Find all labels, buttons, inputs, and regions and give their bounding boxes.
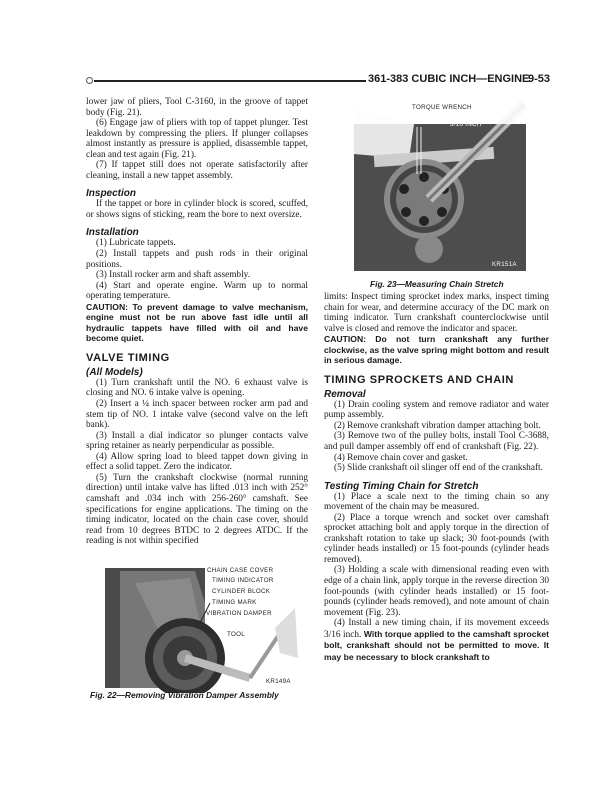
paragraph: (2) Install tappets and push rods in their original positions.: [86, 249, 308, 270]
paragraph: (1) Turn crankshaft until the NO. 6 exhaust valve is closing and NO. 6 intake valve is opening.: [86, 377, 308, 399]
paragraph: (5) Turn the crankshaft clockwise (normal running direction) until intake valve has lifted .013 inch with 252° camshaft and .034 inch with 256-260° camshaft. See specifications for engine applications. The timing on the timing indicator, located on the chain case cover, should read from 10 degrees BTDC to 2 degrees ATDC. If the reading is not within specified: [86, 472, 308, 547]
paragraph: (1) Place a scale next to the timing chain so any movement of the chain may be measured.: [324, 491, 549, 513]
paragraph: If the tappet or bore in cylinder block is scored, scuffed, or shows signs of sticking, ream the bore to next oversize.: [86, 199, 308, 220]
label-timing-mark: TIMING MARK: [212, 599, 257, 606]
label-3-16-inch: 3/16 INCH: [450, 121, 482, 128]
caution-note: CAUTION: To prevent damage to valve mechanism, engine must not be run above fast idle until all hydraulic tappets have filled with oil and have become quiet.: [86, 301, 308, 344]
paragraph: (5) Slide crankshaft oil slinger off end of the crankshaft.: [334, 463, 543, 474]
bold-warning-text: With torque applied to the camshaft sprocket bolt, crankshaft should not be permitted to move. It may be necessary to block crankshaft to: [324, 628, 549, 662]
paragraph: (3) Install a dial indicator so plunger contacts valve spring retainer as nearly perpendicular as possible.: [86, 430, 308, 452]
subheading-removal: Removal: [324, 388, 366, 400]
paragraph: (3) Remove two of the pulley bolts, install Tool C-3688, and pull damper assembly off end of crankshaft (Fig. 22).: [324, 431, 549, 453]
label-tool: TOOL: [227, 631, 245, 638]
left-column: [86, 97, 308, 547]
paragraph: [324, 618, 549, 663]
figure-23-photo: [354, 99, 526, 271]
paragraph: (7) If tappet still does not operate satisfactorily after cleaning, install a new tappet assembly.: [86, 160, 308, 181]
figure-code: KR151A: [492, 261, 517, 268]
paragraph: (2) Insert a ¼ inch spacer between rocker arm pad and stem tip of NO. 1 intake valve (second valve on the left bank).: [86, 399, 308, 431]
paragraph: lower jaw of pliers, Tool C-3160, in the groove of tappet body (Fig. 21).: [86, 97, 308, 118]
paragraph: (4) Start and operate engine. Warm up to normal operating temperature.: [86, 280, 308, 302]
label-timing-indicator: TIMING INDICATOR: [212, 577, 274, 584]
page-number: 9-53: [528, 73, 551, 85]
figure-code: KR149A: [266, 678, 291, 685]
header-rule: [94, 80, 366, 82]
label-cylinder-block: CYLINDER BLOCK: [212, 588, 271, 595]
paragraph: (2) Remove crankshaft vibration damper attaching bolt.: [334, 420, 541, 431]
paragraph: (4) Allow spring load to bleed tappet down giving in effect a solid tappet. Zero the indicator.: [86, 451, 308, 473]
paragraph: (1) Drain cooling system and remove radiator and water pump assembly.: [324, 399, 549, 421]
timing-chain-illustration: [354, 99, 526, 271]
label-chain-case-cover: CHAIN CASE COVER: [207, 567, 274, 574]
figure-22-photo: [100, 563, 300, 693]
subheading-testing-timing-chain: Testing Timing Chain for Stretch: [324, 480, 479, 492]
paragraph: (6) Engage jaw of pliers with top of tappet plunger. Test leakdown by compressing the pliers. If plunger collapses almost instantly as pressure is applied, disassemble tappet, clean and test again (Fig. 21).: [86, 118, 308, 160]
punch-hole-mark: [86, 77, 93, 84]
paragraph: (3) Holding a scale with dimensional reading even with edge of a chain link, apply torque in the reverse direction 30 foot-pounds (with cylinder heads installed) or 15 foot-pounds (cylinder heads removed), and note amount of chain movement (Fig. 23).: [324, 565, 549, 618]
section-heading-installation: Installation: [86, 227, 139, 239]
right-column: [324, 292, 549, 663]
label-torque-wrench: TORQUE WRENCH: [412, 104, 472, 111]
figure-23-caption: Fig. 23—Measuring Chain Stretch: [370, 279, 504, 289]
paragraph-text: (4) Install a new timing chain, if its movement exceeds 3/16 inch.: [324, 618, 549, 640]
subheading-all-models: (All Models): [86, 366, 143, 378]
section-heading-valve-timing: VALVE TIMING: [86, 351, 170, 364]
label-vibration-damper: VIBRATION DAMPER: [206, 610, 272, 617]
running-header-title: 361-383 CUBIC INCH—ENGINE: [368, 73, 530, 85]
caution-note: CAUTION: Do not turn crankshaft any further clockwise, as the valve spring might bottom and result in serious damage.: [324, 334, 549, 366]
section-heading-inspection: Inspection: [86, 188, 137, 200]
paragraph: (1) Lubricate tappets.: [96, 238, 176, 249]
paragraph: (4) Remove chain cover and gasket.: [334, 452, 468, 463]
paragraph: limits: Inspect timing sprocket index marks, inspect timing chain for wear, and determine accuracy of the DC mark on timing indicator. Turn crankshaft counterclockwise until valve is closed and remove the indicator and spacer.: [324, 292, 549, 334]
paragraph: (3) Install rocker arm and shaft assembly.: [96, 270, 251, 281]
paragraph: (2) Place a torque wrench and socket over camshaft sprocket attaching bolt and apply torque in the direction of crankshaft rotation to take up slack; 30 foot-pounds (with cylinder heads installed) or 15 foot-pounds (cylinder heads removed).: [324, 512, 549, 565]
section-heading-timing-sprockets: TIMING SPROCKETS AND CHAIN: [324, 373, 514, 386]
figure-22-caption: Fig. 22—Removing Vibration Damper Assembly: [90, 690, 279, 700]
